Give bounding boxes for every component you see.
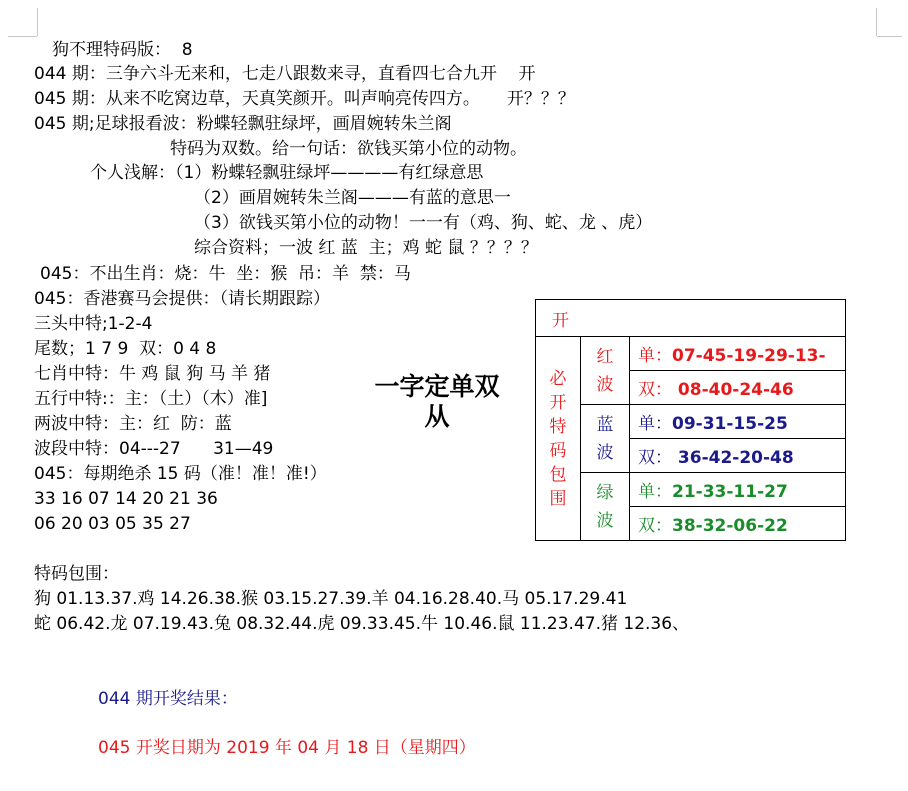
row-label: 单：: [638, 482, 672, 502]
blue-wave-label: [581, 405, 630, 473]
vertical-char: 开: [549, 392, 567, 413]
draw-date-line: 045 开奖日期为 2019 年 04 月 18 日（星期四）: [98, 738, 476, 758]
red-even-row: [630, 371, 846, 405]
row-label: 双：: [638, 516, 672, 536]
kill-numbers-2: 06 20 03 05 35 27: [34, 514, 191, 534]
row-label: 单：: [638, 346, 672, 366]
provider-line: 045：香港赛马会提供：（请长期跟踪）: [34, 289, 330, 309]
row-numbers: 08-40-24-46: [672, 380, 794, 400]
vertical-char: 围: [549, 488, 567, 509]
green-odd-row: [630, 473, 846, 507]
green-wave-label: [581, 473, 630, 541]
summary-line: 综合资料；一波 红 蓝 主；鸡 蛇 鼠 ？？？？: [194, 238, 538, 258]
green-even-row: [630, 507, 846, 541]
kill-numbers-1: 33 16 07 14 20 21 36: [34, 489, 218, 509]
wave-char: 波: [596, 510, 614, 531]
table-header: 开: [536, 300, 846, 337]
row-label: 双：: [638, 380, 672, 400]
vertical-char: 特: [549, 416, 567, 437]
kill-line: 045：每期绝杀 15 码（准！准！准!）: [34, 464, 327, 484]
title-line-1: 一字定单双: [374, 372, 500, 401]
analysis-1: 个人浅解：（1）粉蝶轻飘驻绿坪————有红绿意思: [90, 163, 484, 183]
page-corner-mark: [876, 8, 877, 36]
wave-char: 波: [596, 442, 614, 463]
row-numbers: 07-45-19-29-13-: [672, 346, 826, 366]
seven-zodiac-line: 七肖中特：牛 鸡 鼠 狗 马 羊 猪: [34, 364, 271, 384]
blue-odd-row: [630, 405, 846, 439]
zodiac-exclusion: 045：不出生肖：烧：牛 坐：猴 吊：羊 禁：马: [40, 264, 411, 284]
wave-char: 绿: [596, 482, 614, 503]
wave-char: 蓝: [596, 414, 614, 435]
wave-char: 红: [596, 346, 614, 367]
wave-char: 波: [596, 374, 614, 395]
cover-line-1: 狗 01.13.37.鸡 14.26.38.猴 03.15.27.39.羊 04.16.28.40.马 05.17.29.41: [34, 589, 628, 609]
cover-line-2: 蛇 06.42.龙 07.19.43.兔 08.32.44.虎 09.33.45.牛 10.46.鼠 11.23.47.猪 12.36、: [34, 614, 690, 634]
red-wave-label: [581, 337, 630, 405]
row-numbers: 36-42-20-48: [672, 448, 794, 468]
line-045-football: 045 期;足球报看波：粉蝶轻飘驻绿坪，画眉婉转朱兰阁: [34, 114, 452, 134]
five-elements-line: 五行中特:：主：（土）（木）准]: [34, 389, 268, 409]
wave-table: [535, 299, 846, 541]
cover-title: 特码包围：: [34, 564, 119, 584]
two-wave-line: 两波中特：主：红 防：蓝: [34, 414, 232, 434]
row-numbers: 09-31-15-25: [672, 414, 788, 434]
hint-line: 特码为双数。给一句话：欲钱买第小位的动物。: [170, 139, 527, 159]
header-title: 狗不理特码版： 8: [52, 40, 193, 60]
single-double-title: [362, 372, 512, 432]
analysis-2: （2）画眉婉转朱兰阁———有蓝的意思一: [194, 188, 511, 208]
vertical-char: 包: [549, 464, 567, 485]
row-numbers: 21-33-11-27: [672, 482, 788, 502]
row-label: 单：: [638, 414, 672, 434]
line-045-riddle: 045 期：从来不吃窝边草，天真笑颜开。叫声响亮传四方。 开？？？: [34, 89, 575, 109]
line-044: 044 期：三争六斗无来和，七走八跟数来寻，直看四七合九开 开: [34, 64, 536, 84]
segment-line: 波段中特：04---27 31—49: [34, 439, 274, 459]
vertical-label: [536, 337, 581, 541]
tails-line: 尾数；1 7 9 双：0 4 8: [34, 339, 217, 359]
result-044-line: 044 期开奖结果：: [98, 689, 238, 709]
analysis-3: （3）欲钱买第小位的动物！一一有（鸡、狗、蛇、龙 、虎）: [194, 213, 653, 233]
heads-line: 三头中特;1-2-4: [34, 314, 153, 334]
row-numbers: 38-32-06-22: [672, 516, 788, 536]
page-corner-mark: [8, 36, 37, 37]
title-line-2: 从: [424, 402, 450, 431]
page-corner-mark: [877, 36, 902, 37]
blue-even-row: [630, 439, 846, 473]
vertical-char: 必: [549, 368, 567, 389]
vertical-char: 码: [549, 440, 567, 461]
page-corner-mark: [37, 8, 38, 36]
row-label: 双：: [638, 448, 672, 468]
red-odd-row: [630, 337, 846, 371]
